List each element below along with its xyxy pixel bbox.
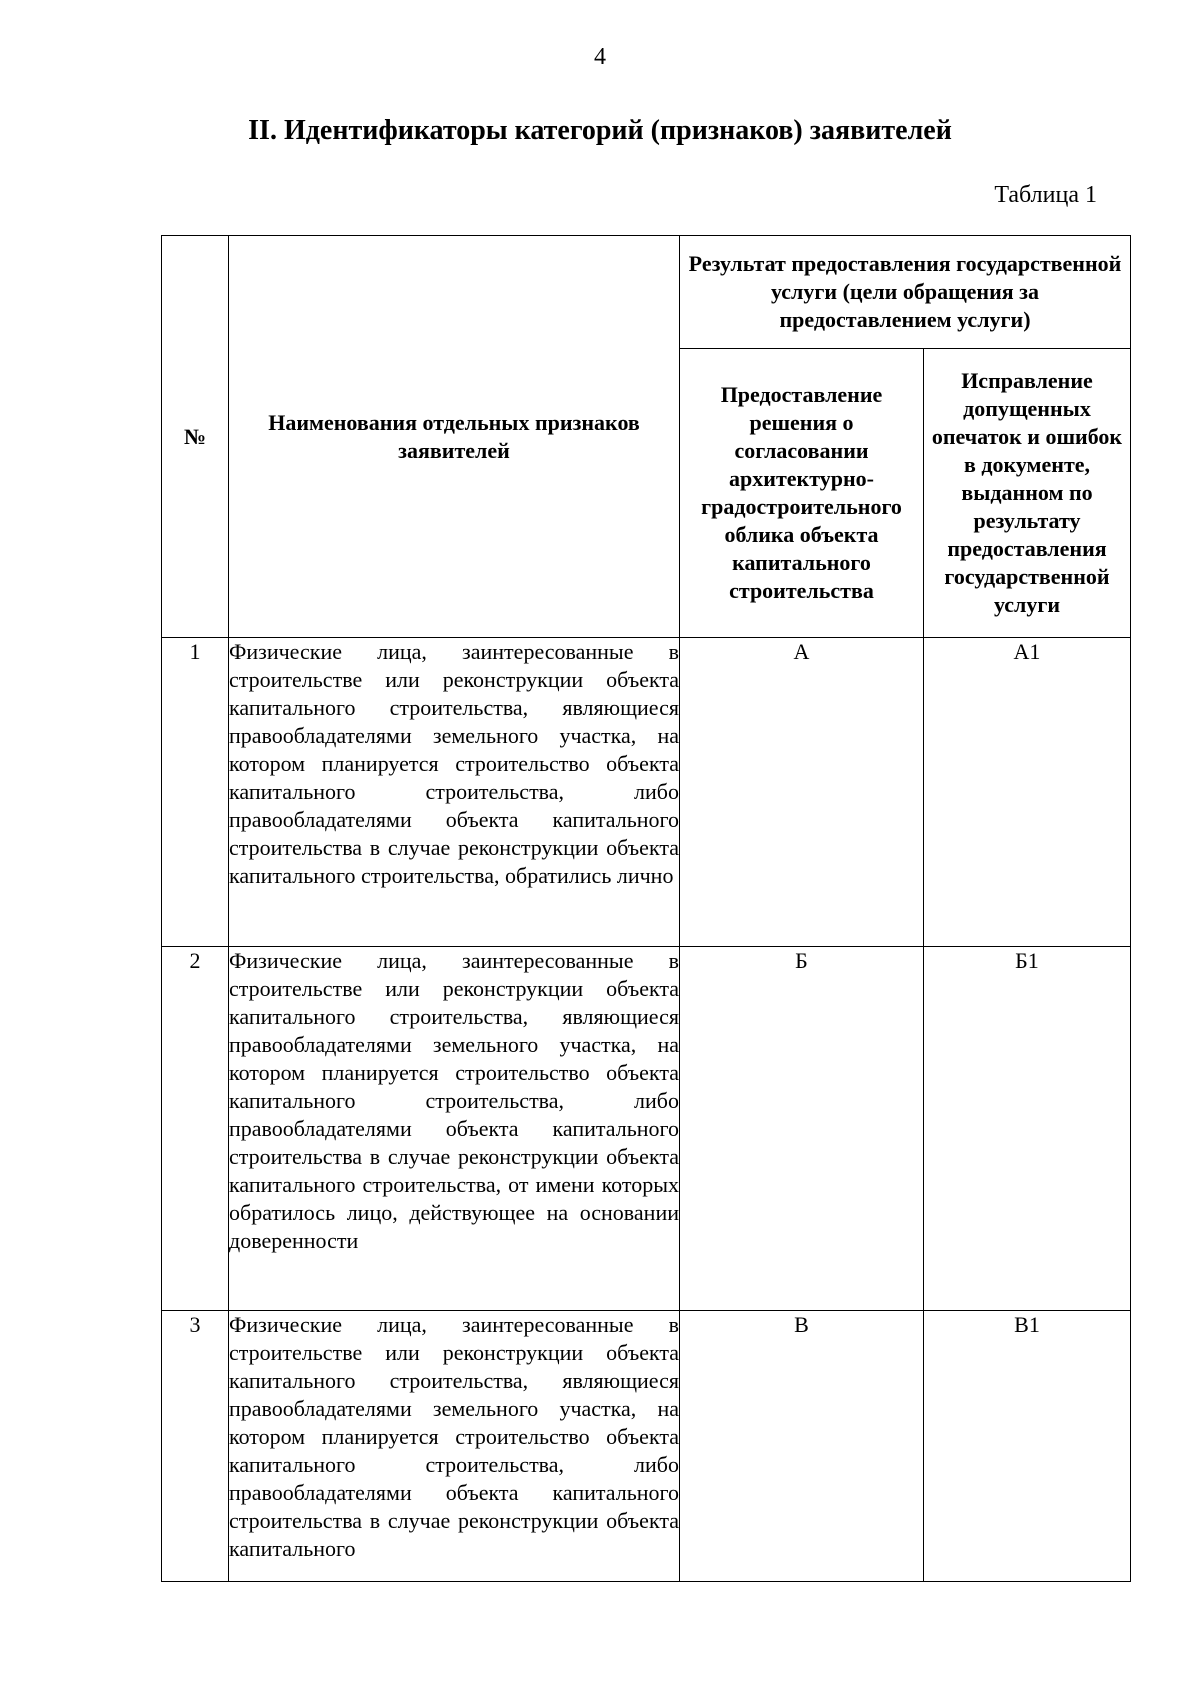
row-code-correction: А1 [924, 638, 1131, 947]
row-code-correction: Б1 [924, 947, 1131, 1311]
row-code-approval: В [680, 1311, 924, 1582]
header-result-approval-decision: Предоставление решения о согласовании архитектурно-градостроительного облика объекта капитального строительства [680, 349, 924, 638]
row-number: 3 [162, 1311, 229, 1582]
row-number: 2 [162, 947, 229, 1311]
header-service-result: Результат предоставления государственной услуги (цели обращения за предоставлением услуги) [680, 236, 1131, 349]
document-title: II. Идентификаторы категорий (признаков) заявителей [248, 115, 952, 146]
page-number: 4 [594, 44, 606, 70]
applicant-categories-table [161, 235, 1131, 1582]
header-result-error-correction: Исправление допущенных опечаток и ошибок в документе, выданном по результату предоставления государственной услуги [924, 349, 1131, 638]
row-code-approval: Б [680, 947, 924, 1311]
table-caption: Таблица 1 [994, 182, 1097, 208]
row-description: Физические лица, заинтересованные в строительстве или реконструкции объекта капитального строительства, являющиеся правообладателями земельного участка, на котором планируется строительство объекта капитального строительства, либо правообладателями объекта капитального строительства в случае реконструкции объекта капитального строительства, от имени которых обратилось лицо, действующее на основании доверенности [229, 947, 680, 1311]
table-row [162, 1311, 1131, 1582]
table-row [162, 638, 1131, 947]
row-number: 1 [162, 638, 229, 947]
row-description: Физические лица, заинтересованные в строительстве или реконструкции объекта капитального строительства, являющиеся правообладателями земельного участка, на котором планируется строительство объекта капитального строительства, либо правообладателями объекта капитального строительства в случае реконструкции объекта капитального строительства, обратились лично [229, 638, 680, 947]
row-code-correction: В1 [924, 1311, 1131, 1582]
row-description: Физические лица, заинтересованные в строительстве или реконструкции объекта капитального строительства, являющиеся правообладателями земельного участка, на котором планируется строительство объекта капитального строительства, либо правообладателями объекта капитального строительства в случае реконструкции объекта капитального [229, 1311, 680, 1582]
header-number: № [162, 236, 229, 638]
row-code-approval: А [680, 638, 924, 947]
table-header-row [162, 236, 1131, 349]
table-row [162, 947, 1131, 1311]
header-applicant-attributes: Наименования отдельных признаков заявителей [229, 236, 680, 638]
